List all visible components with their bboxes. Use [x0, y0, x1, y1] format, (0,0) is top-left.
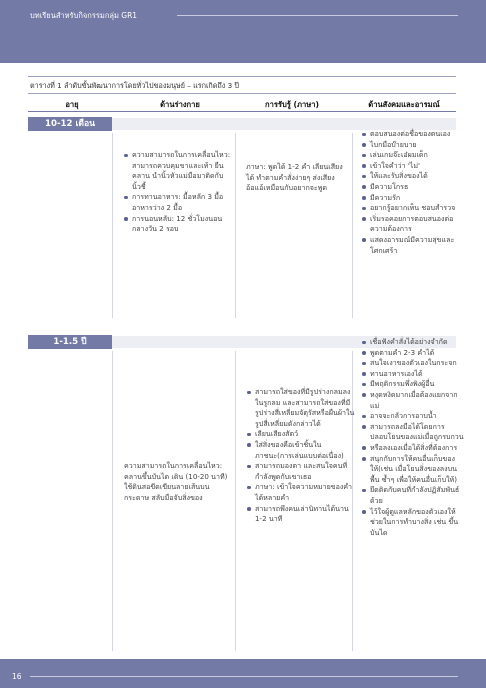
list-item: เริ่มรอคอยการตอบสนองต่อความต้องการ	[370, 214, 466, 235]
page-header-bar	[0, 0, 486, 63]
list-item: สามารถลงมือได้โดยการปลอบโยนของแม่เมื่อถูกรบกวน	[370, 422, 466, 443]
age-label-10-12-months: 10-12 เดือน	[28, 117, 112, 131]
row2-physical: ความสามารถในการเคลื่อนไหว: คลานขึ้นบันได เดิน (10-20 นาที) ใช้ดินสอขีดเขียนลายเส้นบนกระดาษ สลับมือจับสิ่งของ	[124, 461, 228, 502]
list-item: เข้าใจคำว่า 'ไม่'	[370, 161, 466, 172]
list-item: มีพฤติกรรมพึ่งพิงผู้อื่น	[370, 379, 466, 390]
list-item: สามารถใส่ของที่มีรูปร่างกลมลงในรูกลม และสามารถใส่ของที่มีรูปร่างสี่เหลี่ยมจัตุรัสหรือผืนผ้าในรูปสี่เหลี่ยมดังกล่าวได้	[255, 387, 357, 429]
table-caption: ตารางที่ 1 ลำดับขั้นพัฒนาการโดยทั่วไปของมนุษย์ – แรกเกิดถึง 3 ปี	[30, 81, 239, 90]
column-divider	[352, 133, 353, 318]
list-item: อยากรู้อยากเห็น ชอบสำรวจ	[370, 203, 466, 214]
list-item: มีความโกรธ	[370, 182, 466, 193]
column-divider	[112, 133, 113, 318]
list-item: แสดงอารมณ์มีความสุขและโศกเศร้า	[370, 235, 466, 256]
list-item: ไบกมือบ๊ายบาย	[370, 140, 466, 151]
list-item: อาจจะกลัวการอาบน้ำ	[370, 411, 466, 422]
list-item: ตอบสนองต่อชื่อของตนเอง	[370, 129, 466, 140]
column-header-social: ด้านสังคมและอารมณ์	[368, 100, 440, 109]
list-item: ความสามารถในการเคลื่อนไหว: สามารถควบคุมขาและเท้า ยืน คลาน นำนิ้วหัวแม่มือมาติดกับนิ้วชี้	[132, 150, 231, 191]
table-top-rule	[28, 76, 456, 77]
list-item: สามารถพึงคนเล่านิทานได้นาน 1-2 นาที	[255, 504, 357, 525]
row1-physical	[123, 150, 232, 235]
list-item: สามารถมองตา และสนใจคนที่กำลังพูดกับเขาเธอ	[255, 461, 357, 482]
list-item: ไว้ใจผู้ดูแลหลักของตัวเองให้ช่วยในการทำบางสิ่ง เช่น ขึ้นบันได	[370, 507, 466, 539]
list-item: สนใจเงาของตัวเองในกระจก	[370, 358, 466, 369]
list-item: ใส่สิ่งของคือเข้าชิ้นในภาชนะ(การเล่นแบบต่อเนื่อง)	[255, 440, 357, 461]
row1-social	[361, 129, 466, 256]
page-footer-bar	[0, 659, 486, 688]
list-item: ภาษา: เข้าใจความหมายของคำได้หลายคำ	[255, 482, 357, 503]
list-item: หงุดหงิดมากเมื่อต้องแยกจากแม่	[370, 390, 466, 411]
column-divider	[112, 351, 113, 651]
list-item: หรือลงเองเมื่อได้สิ่งที่ต้องการ	[370, 443, 466, 454]
list-item: พูดตามคำ 2-3 คำได้	[370, 348, 466, 359]
list-item: เล่นเกมจ๊ะเอ๋ผมเด็ก	[370, 150, 466, 161]
row1-cognitive: ภาษา: พูดได้ 1-2 คำ เลียนเสียงได้ ทำตามคำสั่งง่ายๆ ส่งเสียงอ้อแอ้เหมือนกับอยากจะพูด	[246, 162, 343, 193]
row2-social	[361, 337, 466, 538]
column-divider	[235, 351, 236, 651]
list-item: ยึดติดกับคนที่กำลังปฏิสัมพันธ์ด้วย	[370, 485, 466, 506]
column-header-age: อายุ	[65, 100, 79, 109]
list-item: การทานอาหาร: มื้อหลัก 3 มื้อ อาหารว่าง 2 มื้อ	[132, 192, 232, 213]
list-item: สนุกกับการให้คนอื่นเก็บของให้(เช่น เมื่อโยนสิ่งของลงบนพื้น ซ้ำๆ เพื่อให้คนอื่นเก็บให้)	[370, 454, 466, 486]
list-item: มีความรัก	[370, 193, 466, 204]
header-rule	[177, 15, 458, 16]
column-header-physical: ด้านร่างกาย	[160, 100, 200, 109]
header-rule-bottom	[28, 111, 456, 112]
header-title: บทเรียนสำหรับกิจกรรมกลุ่ม GR1	[30, 11, 138, 20]
list-item: ทานอาหารเองได้	[370, 369, 466, 380]
age-label-1-1.5-years: 1-1.5 ปี	[28, 335, 112, 349]
list-item: การนอนหลับ: 12 ชั่วโมงนอนกลางวัน 2 รอบ	[132, 214, 232, 235]
list-item: เชื่อฟังคำสั่งได้อย่างจำกัด	[370, 337, 466, 348]
page-number: 16	[12, 672, 22, 681]
list-item: เลียนเสียงสัตว์	[255, 429, 357, 440]
column-header-cognitive: การรับรู้ (ภาษา)	[264, 100, 320, 109]
caption-rule	[28, 93, 456, 94]
row2-cognitive	[246, 387, 357, 525]
footer-rule	[30, 676, 458, 677]
list-item: ให้และรับสิ่งของได้	[370, 171, 466, 182]
column-divider	[235, 133, 236, 318]
